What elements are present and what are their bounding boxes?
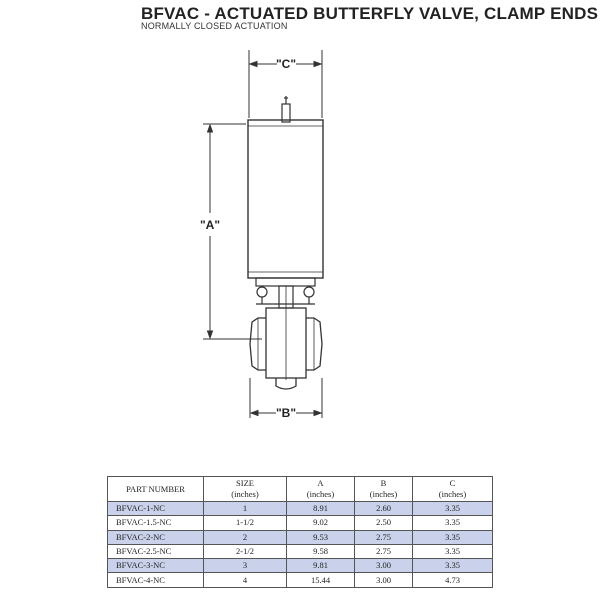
cell-part-number: BFVAC-3-NC xyxy=(108,559,204,573)
page-title: BFVAC - ACTUATED BUTTERFLY VALVE, CLAMP ENDS xyxy=(141,4,599,23)
cell-c: 3.35 xyxy=(413,516,493,530)
header-c: C (inches) xyxy=(413,477,493,502)
dimension-a-label: "A" xyxy=(199,218,221,232)
cell-b: 3.00 xyxy=(355,559,413,573)
table-row xyxy=(108,573,493,587)
cell-c: 3.35 xyxy=(413,530,493,544)
header-a: A (inches) xyxy=(287,477,355,502)
dimension-b-label: "B" xyxy=(275,406,297,420)
cell-size: 3 xyxy=(204,559,287,573)
cell-c: 3.35 xyxy=(413,559,493,573)
cell-b: 2.50 xyxy=(355,516,413,530)
cell-part-number: BFVAC-2-NC xyxy=(108,530,204,544)
cell-a: 9.58 xyxy=(287,544,355,558)
cell-a: 15.44 xyxy=(287,573,355,587)
cell-size: 1 xyxy=(204,502,287,516)
cell-a: 9.81 xyxy=(287,559,355,573)
cell-b: 3.00 xyxy=(355,573,413,587)
table-header-row xyxy=(108,477,493,502)
valve-body xyxy=(250,308,322,389)
cell-c: 3.35 xyxy=(413,502,493,516)
actuator-body xyxy=(248,120,323,278)
cell-size: 1-1/2 xyxy=(204,516,287,530)
cell-b: 2.75 xyxy=(355,544,413,558)
cell-b: 2.60 xyxy=(355,502,413,516)
cell-b: 2.75 xyxy=(355,530,413,544)
cell-size: 4 xyxy=(204,573,287,587)
header-part-number: PART NUMBER xyxy=(108,477,204,502)
cell-c: 4.73 xyxy=(413,573,493,587)
cell-a: 8.91 xyxy=(287,502,355,516)
cell-size: 2-1/2 xyxy=(204,544,287,558)
table-row xyxy=(108,559,493,573)
mounting-bracket xyxy=(256,278,315,308)
cell-a: 9.53 xyxy=(287,530,355,544)
cell-part-number: BFVAC-1-NC xyxy=(108,502,204,516)
cell-size: 2 xyxy=(204,530,287,544)
cell-c: 3.35 xyxy=(413,544,493,558)
table-row xyxy=(108,516,493,530)
dimensions-table xyxy=(107,476,493,588)
header-b: B (inches) xyxy=(355,477,413,502)
cell-part-number: BFVAC-4-NC xyxy=(108,573,204,587)
table-row xyxy=(108,544,493,558)
table-row xyxy=(108,530,493,544)
cell-a: 9.02 xyxy=(287,516,355,530)
cell-part-number: BFVAC-2.5-NC xyxy=(108,544,204,558)
header-size: SIZE (inches) xyxy=(204,477,287,502)
table-row xyxy=(108,502,493,516)
cell-part-number: BFVAC-1.5-NC xyxy=(108,516,204,530)
dimension-c-label: "C" xyxy=(275,57,297,71)
actuator-stem xyxy=(282,96,290,122)
page-subtitle: NORMALLY CLOSED ACTUATION xyxy=(141,21,288,31)
